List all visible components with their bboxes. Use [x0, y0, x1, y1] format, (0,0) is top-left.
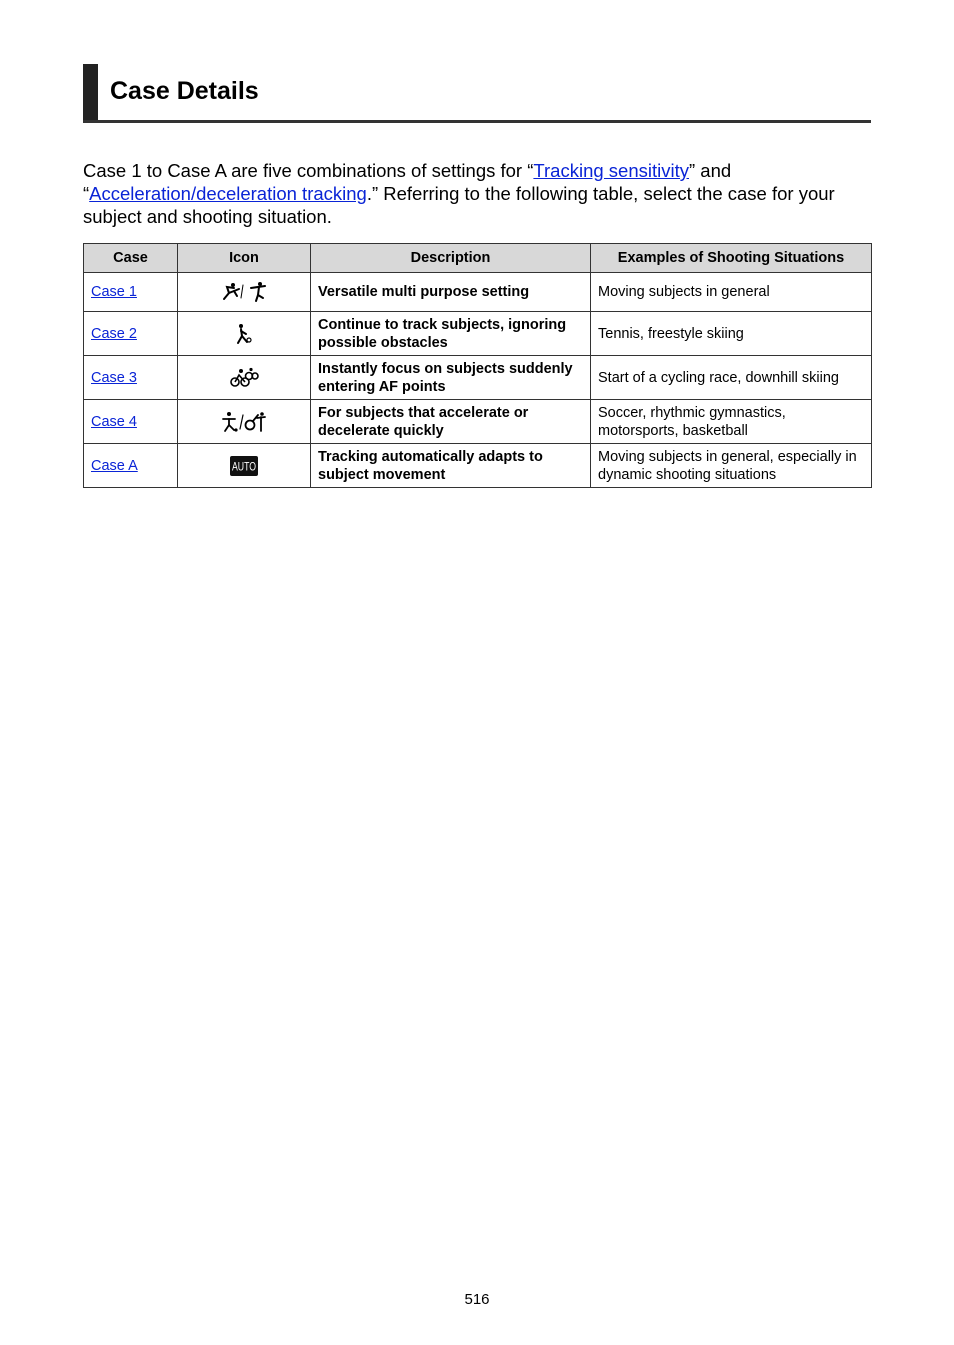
case-a-link[interactable]: Case A — [91, 457, 138, 474]
table-row — [84, 400, 872, 444]
header-icon: Icon — [178, 244, 311, 273]
case-table — [83, 243, 872, 488]
section-heading — [83, 64, 871, 123]
acceleration-tracking-link[interactable]: Acceleration/deceleration tracking — [89, 183, 367, 204]
header-description: Description — [311, 244, 591, 273]
heading-accent-bar — [83, 64, 98, 120]
tracking-sensitivity-link[interactable]: Tracking sensitivity — [533, 160, 689, 181]
case-2-examples: Tennis, freestyle skiing — [591, 312, 872, 356]
auto-icon-label: AUTO — [232, 459, 256, 473]
tennis-player-icon — [233, 323, 255, 345]
table-row — [84, 356, 872, 400]
header-case: Case — [84, 244, 178, 273]
intro-text-3: .” Referring to the following table, select the case for your subject and shooting situation. — [83, 183, 835, 227]
case-1-examples: Moving subjects in general — [591, 273, 872, 312]
case-4-examples: Soccer, rhythmic gymnastics, motorsports, basketball — [591, 400, 872, 444]
case-a-description: Tracking automatically adapts to subject movement — [311, 444, 591, 488]
case-3-description: Instantly focus on subjects suddenly entering AF points — [311, 356, 591, 400]
table-row — [84, 444, 872, 488]
case-1-description: Versatile multi purpose setting — [311, 273, 591, 312]
case-1-link[interactable]: Case 1 — [91, 284, 137, 300]
intro-paragraph — [83, 159, 873, 228]
case-2-description: Continue to track subjects, ignoring possible obstacles — [311, 312, 591, 356]
cyclists-icon — [230, 367, 258, 389]
soccer-gymnast-icon — [221, 411, 267, 433]
case-3-link[interactable]: Case 3 — [91, 369, 137, 386]
table-row — [84, 273, 872, 312]
table-header-row — [84, 244, 872, 273]
case-3-examples: Start of a cycling race, downhill skiing — [591, 356, 872, 400]
auto-icon — [230, 456, 258, 476]
table-row — [84, 312, 872, 356]
page-title: Case Details — [110, 77, 259, 105]
intro-text-2: ” and “ — [83, 160, 732, 204]
runner-skater-icon — [221, 281, 267, 303]
case-a-examples: Moving subjects in general, especially in dynamic shooting situations — [591, 444, 872, 488]
header-examples: Examples of Shooting Situations — [591, 244, 872, 273]
case-2-link[interactable]: Case 2 — [91, 325, 137, 342]
case-4-description: For subjects that accelerate or decelerate quickly — [311, 400, 591, 444]
intro-text-1: Case 1 to Case A are five combinations of settings for “ — [83, 160, 534, 181]
case-4-link[interactable]: Case 4 — [91, 413, 137, 430]
page-number: 516 — [464, 1291, 490, 1308]
